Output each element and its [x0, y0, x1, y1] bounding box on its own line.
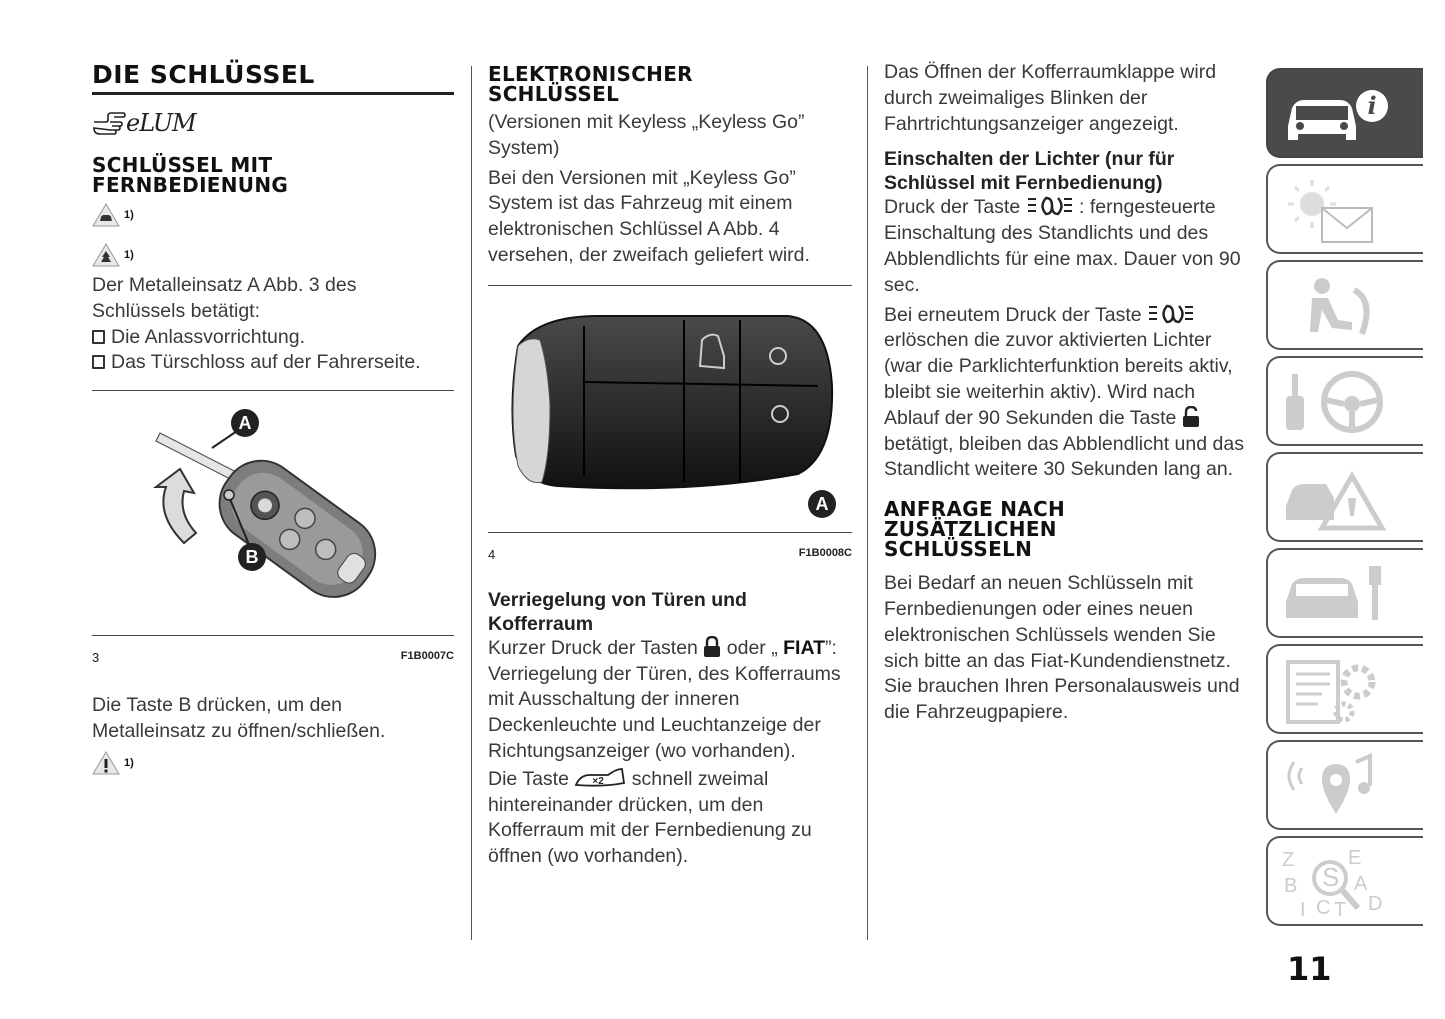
- headlight-icon: [1026, 195, 1074, 217]
- figure-4: [488, 285, 852, 533]
- tab-emergency[interactable]: [1266, 452, 1423, 542]
- index-letter: D: [1368, 893, 1383, 915]
- tab-dashboard[interactable]: [1266, 164, 1423, 254]
- section-title-additional-keys: ANFRAGE NACH ZUSÄTZLICHEN SCHLÜSSELN: [884, 497, 1066, 562]
- car-wrench-icon: [1282, 558, 1392, 630]
- warning-note-2: [92, 241, 454, 269]
- lock-closed-icon: [703, 636, 721, 658]
- section-title-electronic-key: ELEKTRONISCHER SCHLÜSSEL: [488, 62, 693, 106]
- column-1: [92, 58, 454, 777]
- section-title-remote-key: SCHLÜSSEL MIT FERNBEDIENUNG: [92, 153, 289, 197]
- car-warning-icon: [92, 203, 120, 227]
- callout-a: A: [815, 493, 829, 514]
- svg-text:i: i: [1367, 91, 1377, 120]
- paragraph-trunk-button: Die Taste ×2 schnell zweimal hintereinander drücken, um den Kofferraum mit der Fernbedienung zu öffnen (wo vorhanden).: [488, 765, 852, 870]
- bullet-door-lock: Das Türschloss auf der Fahrerseite.: [92, 350, 454, 376]
- figure-3-caption: [92, 650, 454, 665]
- warning-ref-2: 1): [124, 249, 134, 261]
- tab-safety[interactable]: [1266, 260, 1423, 350]
- tab-vehicle-info[interactable]: [1266, 68, 1423, 158]
- dashboard-light-icon: [1282, 174, 1392, 246]
- elum-logo: [92, 101, 454, 145]
- paragraph-keyless-go: Bei den Versionen mit „Keyless Go” System ist das Fahrzeug mit einem elektronischen Schlüssel A Abb. 4 versehen, der zweifach geliefert wird.: [488, 166, 810, 266]
- lock-open-icon: [1182, 406, 1200, 428]
- column-3: [884, 58, 1249, 726]
- paragraph-lights-on: Druck der Taste : ferngesteuerte Einschaltung des Standlichts und des Abblendlichts für eine max. Dauer von 90 sec.: [884, 196, 1241, 296]
- checkbox-bullet-icon: [92, 330, 105, 344]
- tab-technical-data[interactable]: [1266, 644, 1423, 734]
- document-gear-icon: [1282, 654, 1392, 726]
- general-warning-icon: [92, 751, 120, 775]
- page-number: 11: [1287, 950, 1332, 988]
- index-letter: C: [1316, 897, 1331, 918]
- page-title: DIE SCHLÜSSEL: [92, 60, 454, 95]
- index-letter: B: [1284, 875, 1298, 897]
- car-info-icon: [1282, 78, 1392, 150]
- callout-a: A: [238, 413, 252, 434]
- paragraph-metal-insert: Der Metalleinsatz A Abb. 3 des Schlüssels betätigt:: [92, 274, 357, 322]
- bullet-ignition: Die Anlassvorrichtung.: [92, 325, 454, 351]
- index-letter: S: [1322, 862, 1340, 892]
- subtitle-lights: Einschalten der Lichter (nur für Schlüssel mit Fernbedienung): [884, 148, 1175, 195]
- figure-number: 3: [92, 650, 100, 666]
- column-divider-2: [867, 66, 868, 940]
- alphabet-index-icon: [1282, 846, 1392, 918]
- index-letter: E: [1348, 847, 1362, 869]
- paragraph-lights-off: Bei erneutem Druck der Taste erlöschen die zuvor aktivierten Lichter (war die Parklichterfunktion bereits aktiv, bleibt sie weiterhin aktiv). Wird nach Ablauf der 90 Sekunden die Taste betätigt, bleiben das Abblendlicht und das Standlicht weitere 30 Sekunden lang an.: [884, 303, 1244, 481]
- hand-pointer-icon: [92, 110, 126, 136]
- column-divider-1: [471, 66, 472, 940]
- breakdown-warning-icon: [1282, 462, 1392, 534]
- paragraph-locking: Kurzer Druck der Tasten oder „ FIAT”: Verriegelung der Türen, des Kofferraums mit Ausschaltung der inneren Deckenleuchte und Leuchtanzeige der Richtungsanzeiger (wo vorhanden).: [488, 636, 841, 762]
- elum-text: eLUM: [126, 109, 196, 137]
- figure-3: [92, 390, 454, 636]
- index-letter: A: [1354, 873, 1368, 895]
- index-letter: T: [1334, 899, 1347, 918]
- paragraph-press-button-b: Die Taste B drücken, um den Metalleinsatz zu öffnen/schließen.: [92, 694, 386, 742]
- environment-warning-icon: [92, 243, 120, 267]
- callout-b: B: [245, 547, 259, 568]
- tab-starting-driving[interactable]: [1266, 356, 1423, 446]
- checkbox-bullet-icon: [92, 355, 105, 369]
- tab-index[interactable]: [1266, 836, 1423, 926]
- figure-code: F1B0008C: [798, 546, 852, 559]
- multimedia-icon: [1282, 750, 1392, 822]
- flip-key-illustration: [92, 391, 454, 635]
- figure-4-caption: [488, 547, 852, 562]
- headlight-icon: [1147, 303, 1195, 325]
- index-letter: Z: [1282, 849, 1295, 871]
- steering-wheel-icon: [1282, 366, 1392, 438]
- paragraph-trunk-opening: Das Öffnen der Kofferraumklappe wird durch zweimaliges Blinken der Fahrtrichtungsanzeiger angezeigt.: [884, 61, 1217, 135]
- figure-number: 4: [488, 546, 496, 562]
- tab-multimedia[interactable]: [1266, 740, 1423, 830]
- airbag-icon: [1282, 270, 1392, 342]
- warning-ref-1: 1): [124, 209, 134, 221]
- warning-ref-3: 1): [124, 756, 134, 769]
- paragraph-versions-keyless: (Versionen mit Keyless „Keyless Go” System): [488, 111, 805, 159]
- fiat-label: FIAT: [783, 636, 826, 659]
- column-2: [488, 58, 852, 870]
- electronic-key-illustration: [488, 286, 852, 532]
- paragraph-additional-keys: Bei Bedarf an neuen Schlüsseln mit Fernbedienungen oder eines neuen elektronischen Schlüssels wenden Sie sich bitte an das Fiat-Kundendienstnetz. Sie brauchen Ihren Personalausweis und die Fahrzeugpapiere.: [884, 572, 1240, 724]
- index-letter: I: [1300, 899, 1306, 918]
- tab-maintenance[interactable]: [1266, 548, 1423, 638]
- subtitle-locking: Verriegelung von Türen und Kofferraum: [488, 588, 747, 635]
- warning-note-1: [92, 201, 454, 229]
- figure-code: F1B0007C: [400, 650, 454, 663]
- trunk-double-press-icon: ×2: [574, 765, 626, 789]
- warning-note-3: [92, 749, 454, 777]
